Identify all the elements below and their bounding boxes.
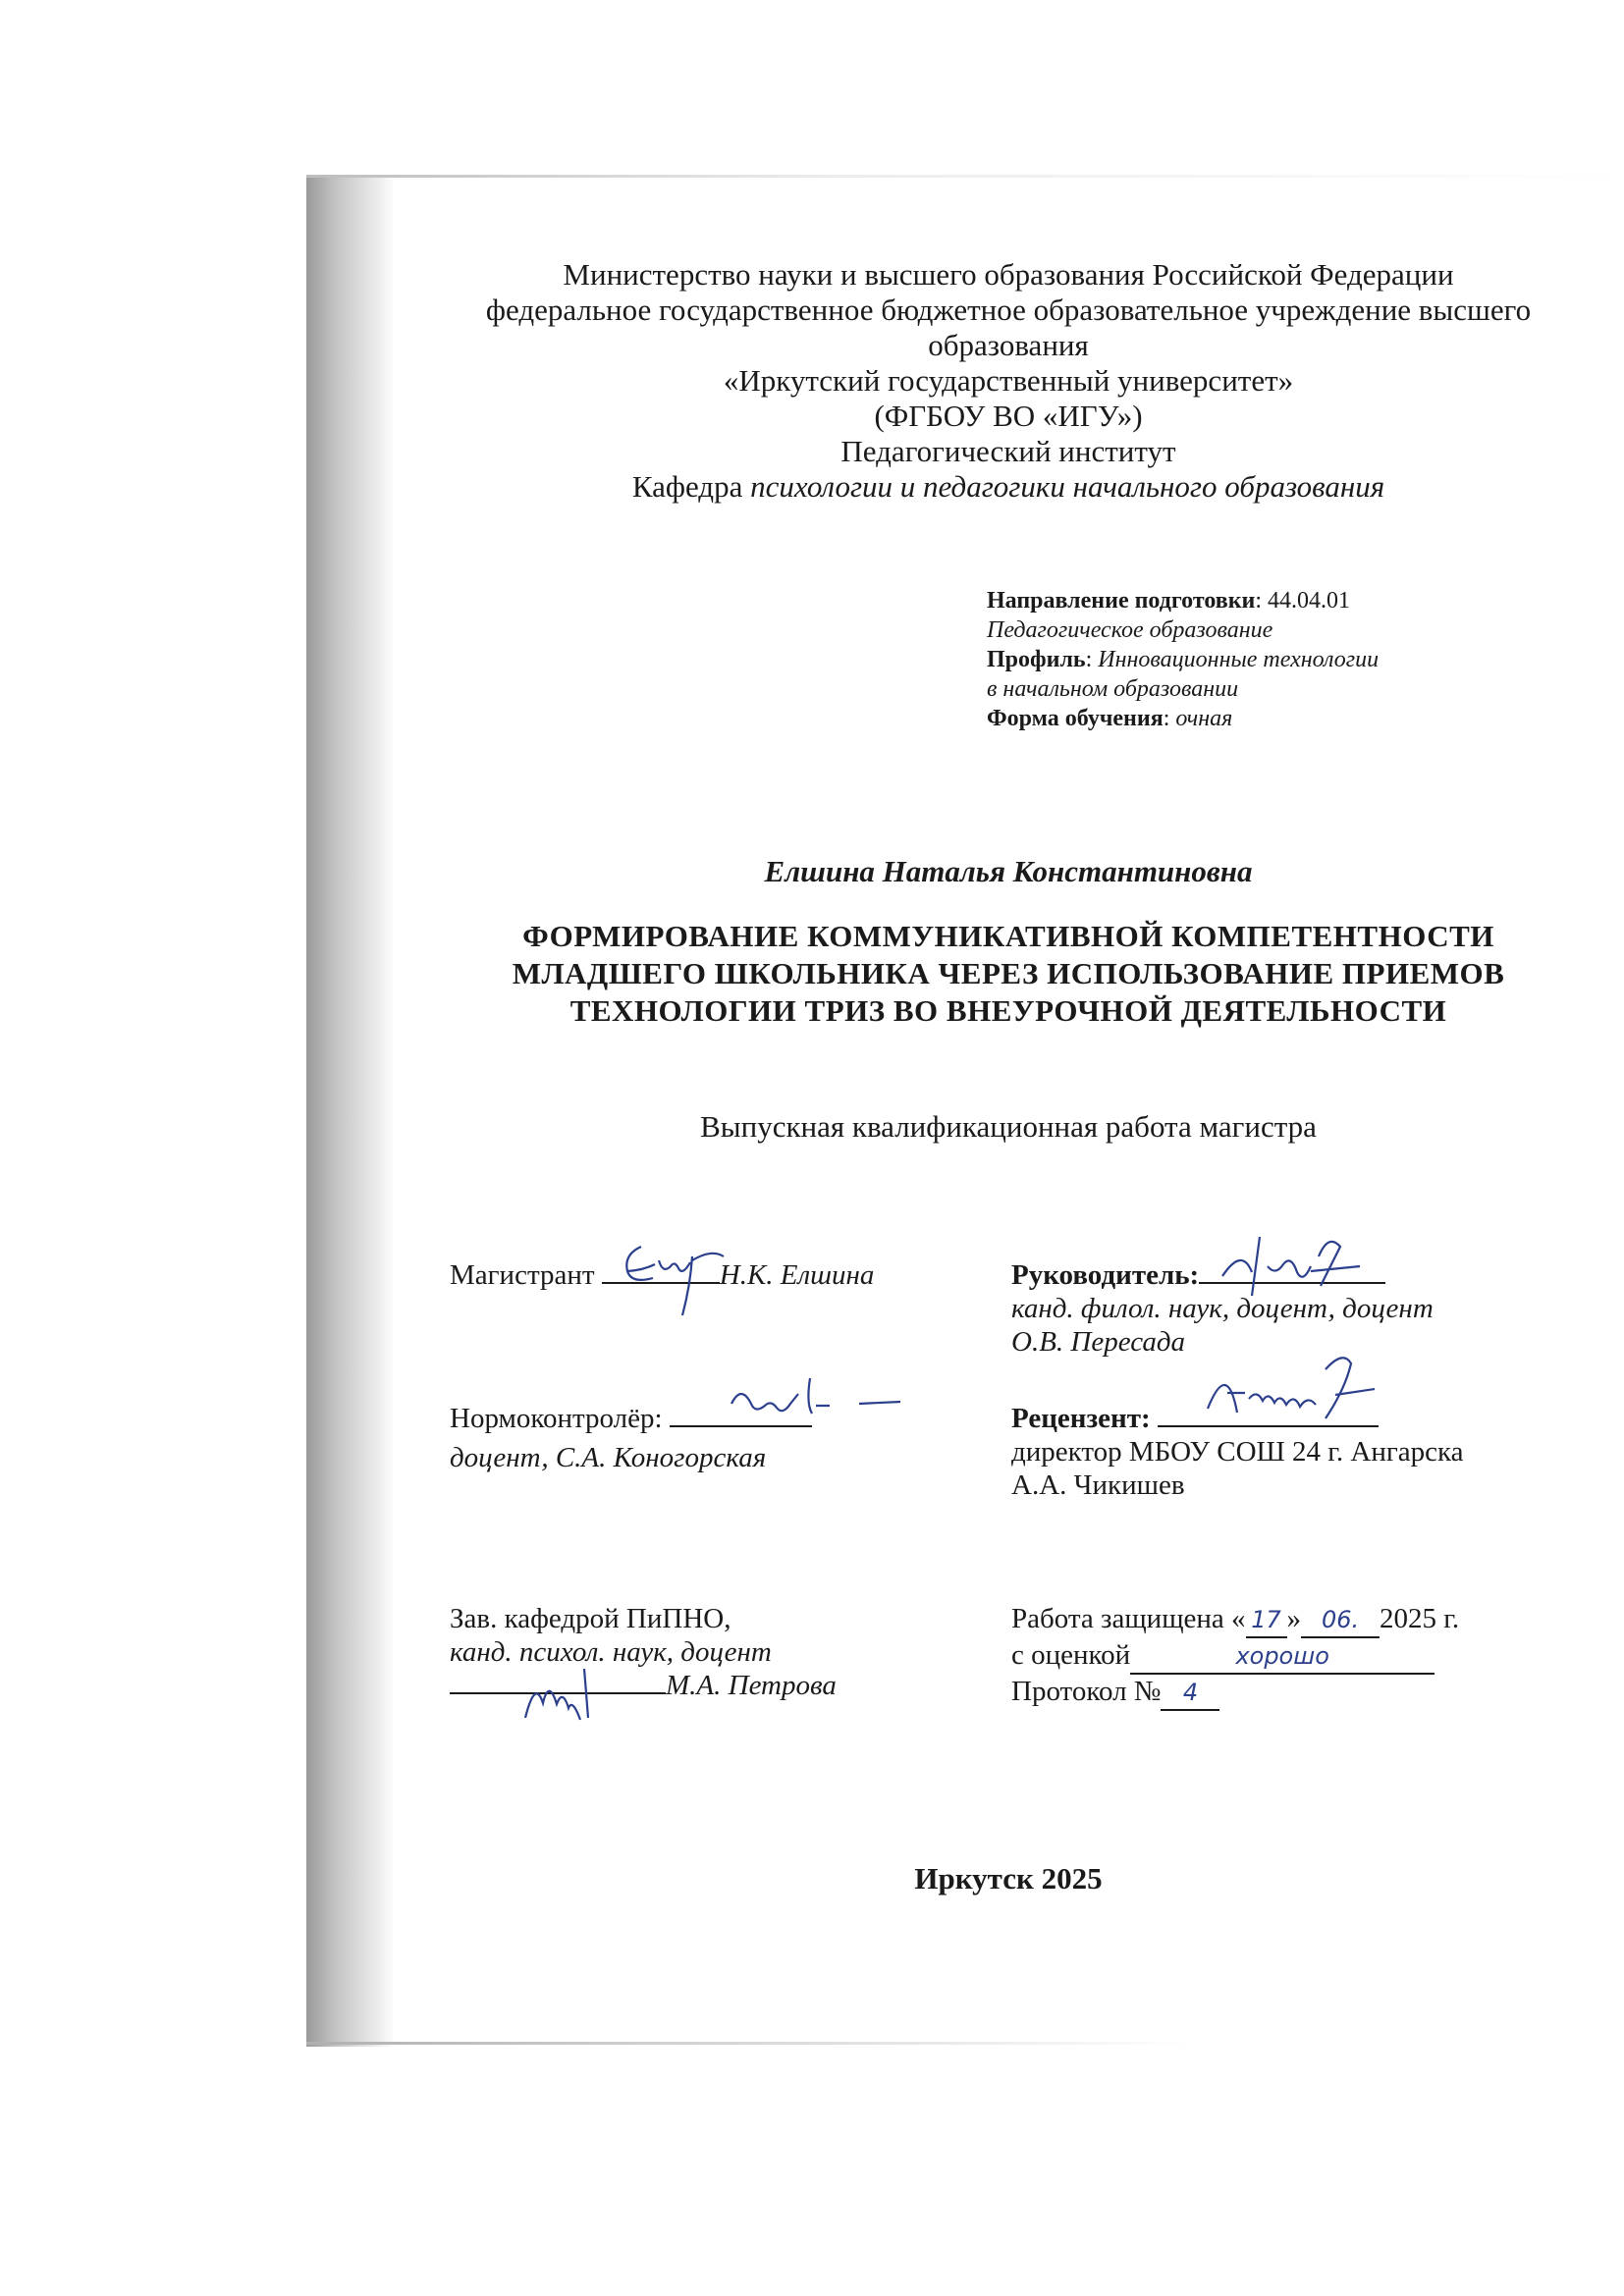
reviewer-title: директор МБОУ СОШ 24 г. Ангарска: [1011, 1436, 1464, 1468]
defense-date-line: [1011, 1602, 1459, 1638]
protocol-line: [1011, 1675, 1459, 1711]
header-line-department: [393, 469, 1624, 505]
grade-value: хорошо: [1130, 1639, 1435, 1675]
normcontrol-label: Нормоконтролёр:: [450, 1403, 670, 1434]
work-type: Выпускная квалификационная работа магистра: [700, 1109, 1317, 1144]
supervisor-name: О.В. Пересада: [1011, 1326, 1186, 1358]
form-separator: :: [1163, 706, 1176, 731]
institution-header: [393, 257, 1624, 505]
protocol-value: 4: [1161, 1676, 1219, 1711]
student-signature: [614, 1227, 741, 1335]
head-title: канд. психол. наук, доцент: [450, 1636, 772, 1668]
profile-value-cont: в начальном образовании: [987, 676, 1239, 702]
direction-code: : 44.04.01: [1255, 588, 1351, 614]
header-line-ministry: Министерство науки и высшего образования Российской Федерации: [563, 257, 1454, 292]
direction-label: Направление подготовки: [987, 588, 1256, 614]
grade-label: с оценкой: [1011, 1639, 1131, 1671]
normcontrol-name: доцент, С.А. Коногорская: [450, 1442, 767, 1473]
scan-shadow: [306, 177, 393, 2047]
student-name: Н.К. Елшина: [719, 1259, 875, 1291]
supervisor-signature: [1213, 1227, 1380, 1306]
title-line: ФОРМИРОВАНИЕ КОММУНИКАТИВНОЙ КОМПЕТЕНТНОСТИ: [522, 919, 1494, 953]
header-line-university: «Иркутский государственный университет»: [723, 363, 1294, 398]
supervisor-title: канд. филол. наук, доцент, доцент: [1011, 1293, 1434, 1324]
scan-edge-top: [306, 175, 1624, 178]
profile-separator: :: [1085, 647, 1099, 672]
protocol-label: Протокол №: [1011, 1676, 1162, 1707]
profile-value: Инновационные технологии: [1098, 647, 1380, 672]
header-line-institute: Педагогический институт: [840, 434, 1176, 468]
head-signature: [515, 1659, 623, 1728]
defended-mid: »: [1286, 1603, 1302, 1634]
title-line: ТЕХНОЛОГИИ ТРИЗ ВО ВНЕУРОЧНОЙ ДЕЯТЕЛЬНОСТИ: [569, 993, 1447, 1028]
supervisor-label: Руководитель:: [1011, 1259, 1200, 1291]
scan-edge-bottom: [306, 2042, 1190, 2045]
header-line-institution: федеральное государственное бюджетное образовательное учреждение высшего: [485, 293, 1532, 327]
head-block: [450, 1602, 837, 1702]
author-name: Елшина Наталья Константиновна: [764, 854, 1253, 888]
head-line: [450, 1669, 837, 1702]
header-line-abbrev: (ФГБОУ ВО «ИГУ»): [874, 399, 1143, 433]
header-line-education: образования: [928, 328, 1089, 362]
department-name: психологии и педагогики начального образования: [750, 469, 1385, 504]
profile-label: Профиль: [987, 647, 1086, 672]
form-line: [987, 704, 1576, 733]
defended-month: 06.: [1301, 1603, 1380, 1638]
head-label: Зав. кафедрой ПиПНО,: [450, 1603, 731, 1634]
defended-day: 17: [1246, 1603, 1287, 1638]
form-label: Форма обучения: [987, 706, 1164, 731]
grade-line: [1011, 1638, 1459, 1675]
direction-line: [987, 586, 1576, 615]
department-prefix: Кафедра: [631, 469, 751, 504]
defended-prefix: Работа защищена «: [1011, 1603, 1246, 1634]
city-year: Иркутск 2025: [914, 1861, 1103, 1896]
direction-name: Педагогическое образование: [987, 617, 1273, 643]
student-label: Магистрант: [450, 1259, 602, 1291]
defense-block: [1011, 1602, 1459, 1711]
reviewer-signature: [1178, 1350, 1394, 1448]
reviewer-label: Рецензент:: [1011, 1403, 1158, 1434]
thesis-title: [393, 918, 1624, 1030]
normcontrol-signature: [722, 1364, 908, 1433]
reviewer-name: А.А. Чикишев: [1011, 1469, 1185, 1501]
defended-year: 2025 г.: [1380, 1603, 1460, 1634]
form-value: очная: [1175, 706, 1233, 731]
head-name: М.А. Петрова: [666, 1670, 837, 1701]
program-block: [987, 586, 1576, 733]
profile-line: [987, 645, 1576, 674]
title-line: МЛАДШЕГО ШКОЛЬНИКА ЧЕРЕЗ ИСПОЛЬЗОВАНИЕ ПРИЕМОВ: [512, 956, 1505, 990]
